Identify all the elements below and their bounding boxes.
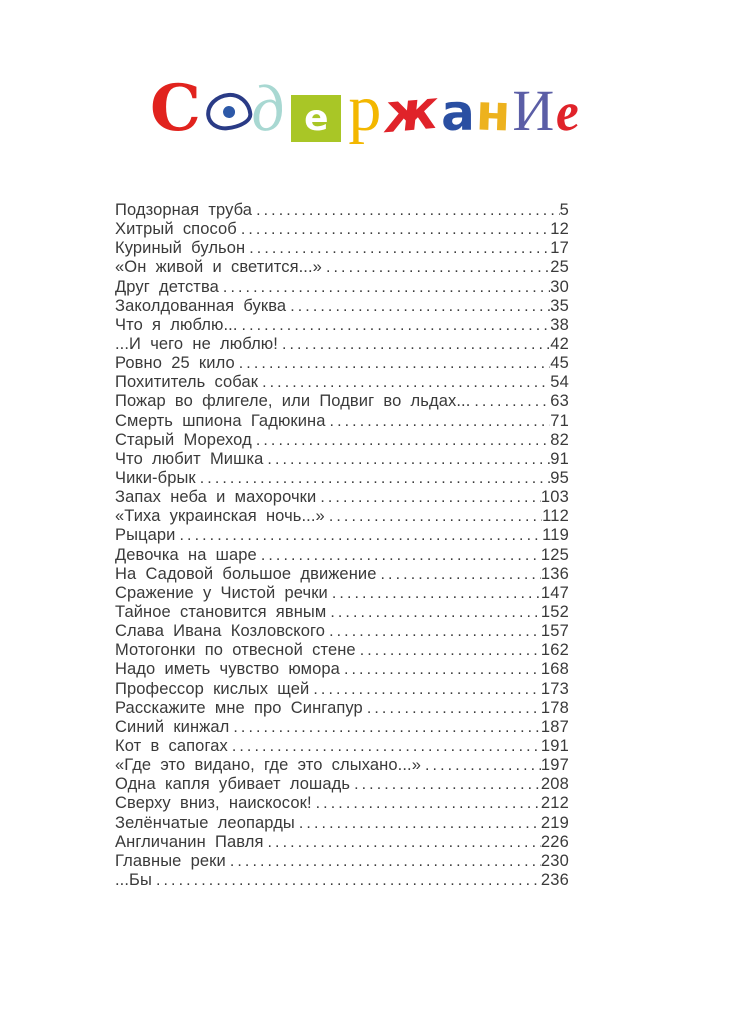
toc-item-page: 162: [540, 641, 569, 660]
toc-row: [115, 278, 569, 297]
toc-item-page: 152: [540, 602, 569, 621]
toc-item-page: 236: [540, 870, 569, 889]
toc-dots: [295, 814, 541, 833]
toc-item-title: Сражение у Чистой речки: [115, 583, 328, 602]
toc-dots: [252, 431, 550, 450]
toc-row: [115, 603, 569, 622]
toc-item-page: 136: [540, 564, 569, 583]
toc-row: [115, 335, 569, 354]
toc-item-page: 212: [540, 794, 569, 813]
toc-item-page: 103: [540, 488, 569, 507]
title-letter-zh: ж: [381, 77, 441, 146]
eye-pupil-icon: [222, 105, 235, 118]
toc-item-title: Надо иметь чувство юмора: [115, 660, 340, 679]
toc-item-page: 17: [550, 239, 569, 258]
toc-item-title: ...И чего не люблю!: [115, 334, 278, 353]
toc-dots: [258, 373, 550, 392]
toc-item-title: Подзорная труба: [115, 201, 253, 219]
toc-row: [115, 794, 569, 813]
toc-row: [115, 297, 569, 316]
title-letter-e-final: е: [552, 80, 583, 144]
toc-dots: [340, 660, 541, 679]
toc-item-page: 35: [550, 296, 569, 315]
toc-dots: [226, 852, 541, 871]
toc-item-page: 12: [550, 220, 569, 239]
toc-item-title: Одна капля убивает лошадь: [115, 775, 351, 794]
toc-row: [115, 392, 569, 411]
toc-row: [115, 699, 569, 718]
toc-dots: [309, 680, 540, 699]
toc-item-page: 187: [540, 717, 569, 736]
toc-item-title: Ровно 25 кило: [115, 354, 235, 373]
toc-item-page: 191: [540, 736, 569, 755]
toc-item-title: Что я люблю...: [115, 315, 238, 334]
toc-row: [115, 660, 569, 679]
toc-item-title: На Садовой большое движение: [115, 564, 377, 583]
toc-item-title: Старый Мореход: [115, 430, 252, 449]
toc-dots: [363, 699, 541, 718]
toc-row: [115, 354, 569, 373]
toc-item-title: Кот в сапогах: [115, 736, 228, 755]
toc-item-title: Зелёнчатые леопарды: [115, 813, 295, 832]
toc-row: [115, 584, 569, 603]
toc-item-title: Расскажите мне про Сингапур: [115, 698, 363, 717]
toc-dots: [152, 871, 541, 890]
toc-dots: [377, 565, 541, 584]
toc-item-title: Англичанин Павля: [115, 832, 264, 851]
title-letter-i: И: [512, 78, 555, 143]
toc-item-page: 91: [550, 449, 569, 468]
toc-dots: [421, 756, 541, 775]
toc-item-page: 168: [540, 660, 569, 679]
toc-item-title: Куриный бульон: [115, 239, 246, 258]
toc-dots: [257, 546, 541, 565]
toc-item-title: Профессор кислых щей: [115, 679, 310, 698]
toc-item-page: 208: [540, 775, 569, 794]
toc-item-page: 197: [540, 756, 569, 775]
toc-item-title: Друг детства: [115, 277, 219, 296]
title-letter-a: а: [441, 84, 475, 142]
title-letter-o-eye-icon: [204, 91, 253, 132]
toc-item-page: 45: [550, 354, 569, 373]
toc-row: [115, 507, 569, 526]
toc-dots: [326, 603, 541, 622]
toc-item-title: Пожар во флигеле, или Подвиг во льдах...: [115, 392, 471, 411]
toc-row: [115, 737, 569, 756]
toc-dots: [278, 335, 550, 354]
toc-item-title: Главные реки: [115, 851, 226, 870]
toc-item-page: 112: [542, 507, 569, 526]
toc-item-title: Запах неба и махорочки: [115, 488, 317, 507]
toc-row: [115, 814, 569, 833]
toc-row: [115, 201, 569, 220]
toc-row: [115, 488, 569, 507]
toc-row: [115, 239, 569, 258]
toc-item-page: 5: [559, 201, 569, 219]
toc-dots: [229, 718, 541, 737]
toc-item-page: 119: [542, 526, 569, 545]
toc-row: [115, 852, 569, 871]
page-title: [150, 70, 583, 147]
toc-row: [115, 258, 569, 277]
toc-item-title: «Он живой и светится...»: [115, 258, 322, 277]
toc-dots: [286, 297, 550, 316]
toc-item-page: 38: [550, 315, 569, 334]
toc-row: [115, 316, 569, 335]
toc-item-page: 147: [540, 583, 569, 602]
toc-list: [115, 201, 569, 890]
toc-dots: [196, 469, 550, 488]
toc-dots: [228, 737, 541, 756]
toc-item-page: 157: [540, 622, 569, 641]
toc-item-title: Девочка на шаре: [115, 545, 257, 564]
title-letter-s: С: [150, 71, 201, 146]
toc-dots: [325, 507, 542, 526]
toc-item-page: 82: [550, 430, 569, 449]
toc-dots: [328, 584, 541, 603]
toc-item-title: ...Бы: [115, 870, 152, 889]
toc-item-page: 25: [550, 258, 569, 277]
toc-item-page: 42: [550, 334, 569, 353]
toc-item-title: Заколдованная буква: [115, 296, 287, 315]
toc-item-title: Рыцари: [115, 526, 176, 545]
toc-row: [115, 526, 569, 545]
toc-item-title: Синий кинжал: [115, 717, 230, 736]
toc-row: [115, 871, 569, 890]
toc-item-page: 219: [540, 813, 569, 832]
toc-item-page: 230: [540, 851, 569, 870]
toc-item-title: Чики-брык: [115, 468, 196, 487]
toc-item-page: 30: [550, 277, 569, 296]
toc-dots: [252, 201, 560, 220]
toc-row: [115, 469, 569, 488]
toc-dots: [326, 412, 551, 431]
toc-item-title: Хитрый способ: [115, 220, 237, 239]
title-letter-e-square: е: [291, 95, 341, 142]
toc-dots: [312, 794, 541, 813]
toc-row: [115, 775, 569, 794]
toc-item-page: 71: [550, 411, 569, 430]
toc-dots: [325, 622, 541, 641]
toc-dots: [235, 354, 550, 373]
title-letter-d: д: [248, 70, 287, 147]
toc-row: [115, 833, 569, 852]
toc-dots: [322, 258, 550, 277]
toc-item-title: Похититель собак: [115, 373, 259, 392]
title-letter-r: р: [348, 72, 382, 145]
toc-dots: [316, 488, 541, 507]
toc-dots: [238, 316, 551, 335]
toc-dots: [264, 833, 541, 852]
title-letter-n: н: [474, 83, 512, 143]
toc-item-title: Смерть шпиона Гадюкина: [115, 411, 326, 430]
toc-item-title: Мотогонки по отвесной стене: [115, 641, 356, 660]
toc-item-title: Слава Ивана Козловского: [115, 622, 326, 641]
toc-item-page: 54: [550, 373, 569, 392]
toc-item-title: «Где это видано, где это слыхано...»: [115, 756, 421, 775]
toc-row: [115, 450, 569, 469]
toc-item-page: 95: [550, 468, 569, 487]
toc-row: [115, 220, 569, 239]
toc-dots: [350, 775, 541, 794]
toc-row: [115, 680, 569, 699]
toc-row: [115, 431, 569, 450]
toc-row: [115, 412, 569, 431]
toc-item-page: 226: [540, 832, 569, 851]
toc-dots: [219, 278, 550, 297]
toc-item-title: Что любит Мишка: [115, 449, 264, 468]
toc-item-page: 125: [540, 545, 569, 564]
toc-dots: [470, 392, 550, 411]
toc-row: [115, 641, 569, 660]
toc-row: [115, 756, 569, 775]
toc-row: [115, 565, 569, 584]
toc-dots: [245, 239, 550, 258]
toc-dots: [176, 526, 543, 545]
toc-item-page: 63: [550, 392, 569, 411]
toc-dots: [356, 641, 541, 660]
toc-row: [115, 622, 569, 641]
toc-row: [115, 373, 569, 392]
toc-dots: [263, 450, 550, 469]
toc-item-page: 178: [540, 698, 569, 717]
toc-row: [115, 718, 569, 737]
toc-item-title: Сверху вниз, наискосок!: [115, 794, 312, 813]
toc-item-title: Тайное становится явным: [115, 602, 327, 621]
toc-row: [115, 546, 569, 565]
toc-dots: [237, 220, 550, 239]
toc-item-page: 173: [540, 679, 569, 698]
toc-item-title: «Тиха украинская ночь...»: [115, 507, 325, 526]
